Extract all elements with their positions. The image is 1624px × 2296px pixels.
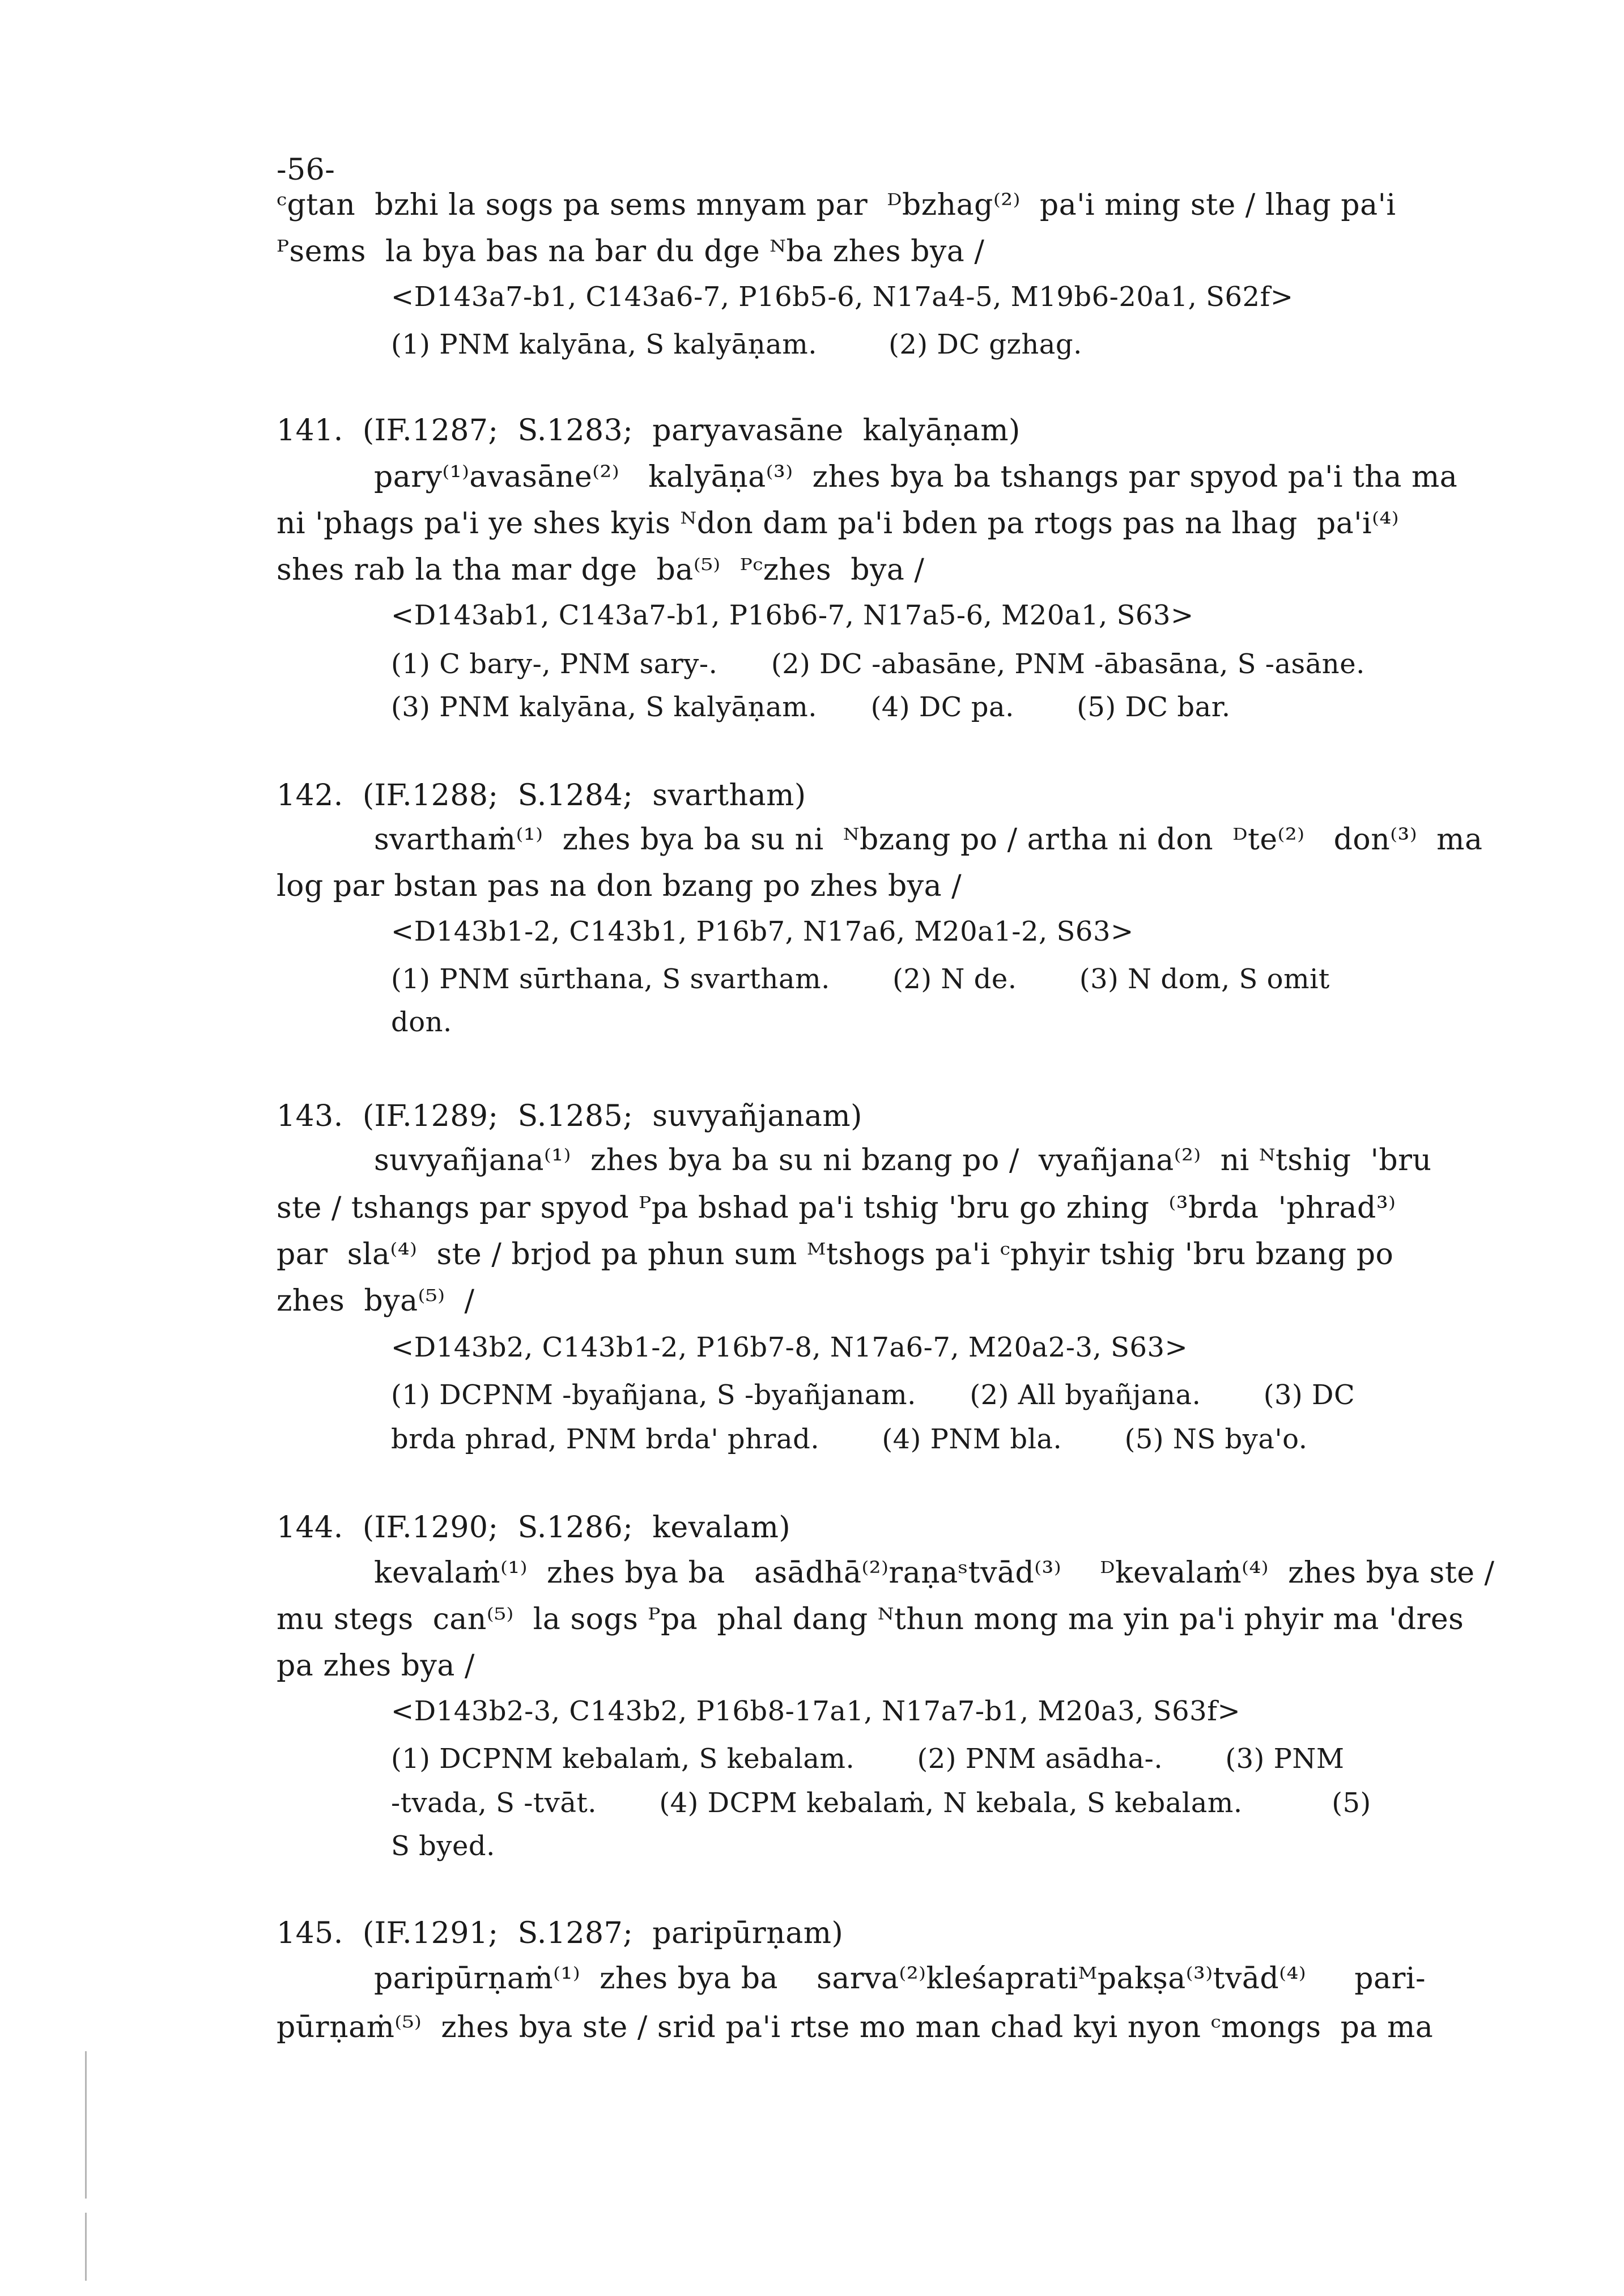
text-line: ste / tshangs par spyod ᴾpa bshad pa'i tshig 'bru go zhing ⁽³brda 'phrad³⁾ <box>277 1191 1396 1225</box>
entry-heading-141: 141. (IF.1287; S.1283; paryavasāne kalyāṇam) <box>277 414 1021 448</box>
text-line: pūrṇaṁ⁽⁵⁾ zhes bya ste / srid pa'i rtse mo man chad kyi nyon ᶜmongs pa ma <box>277 2010 1434 2044</box>
binding-mark <box>85 2051 87 2199</box>
witness-reference: <D143b2-3, C143b2, P16b8-17a1, N17a7-b1, M20a3, S63f> <box>391 1695 1241 1727</box>
footnote-line: (1) PNM kalyāna, S kalyāṇam. (2) DC gzhag. <box>391 329 1082 360</box>
text-line: log par bstan pas na don bzang po zhes bya / <box>277 869 962 903</box>
footnote-line: (1) DCPNM -byañjana, S -byañjanam. (2) All byañjana. (3) DC <box>391 1379 1355 1411</box>
footnote-line: (1) PNM sūrthana, S svartham. (2) N de. (3) N dom, S omit <box>391 963 1330 995</box>
witness-reference: <D143a7-b1, C143a6-7, P16b5-6, N17a4-5, M19b6-20a1, S62f> <box>391 281 1294 313</box>
footnote-line: -tvada, S -tvāt. (4) DCPM kebalaṁ, N kebala, S kebalam. (5) <box>391 1787 1371 1819</box>
entry-heading-143: 143. (IF.1289; S.1285; suvyañjanam) <box>277 1099 862 1133</box>
text-line: suvyañjana⁽¹⁾ zhes bya ba su ni bzang po / vyañjana⁽²⁾ ni ᴺtshig 'bru <box>374 1143 1432 1177</box>
entry-heading-142: 142. (IF.1288; S.1284; svartham) <box>277 779 806 813</box>
text-line: par sla⁽⁴⁾ ste / brjod pa phun sum ᴹtshogs pa'i ᶜphyir tshig 'bru bzang po <box>277 1238 1394 1272</box>
text-line: zhes bya⁽⁵⁾ / <box>277 1284 475 1318</box>
text-line: kevalaṁ⁽¹⁾ zhes bya ba asādhā⁽²⁾raṇaˢtvād⁽³⁾ ᴰkevalaṁ⁽⁴⁾ zhes bya ste / <box>374 1556 1495 1590</box>
text-line: paripūrṇaṁ⁽¹⁾ zhes bya ba sarva⁽²⁾kleśapratiᴹpakṣa⁽³⁾tvād⁽⁴⁾ pari- <box>374 1962 1426 1996</box>
footnote-line: (3) PNM kalyāna, S kalyāṇam. (4) DC pa. (5) DC bar. <box>391 691 1231 723</box>
footnote-line: (1) DCPNM kebalaṁ, S kebalam. (2) PNM asādha-. (3) PNM <box>391 1743 1345 1775</box>
footnote-line: S byed. <box>391 1830 495 1862</box>
entry-heading-145: 145. (IF.1291; S.1287; paripūrṇam) <box>277 1916 844 1950</box>
text-line: ᶜgtan bzhi la sogs pa sems mnyam par ᴰbzhag⁽²⁾ pa'i ming ste / lhag pa'i <box>277 188 1396 222</box>
text-line: pa zhes bya / <box>277 1649 475 1683</box>
footnote-line: brda phrad, PNM brda' phrad. (4) PNM bla. (5) NS bya'o. <box>391 1423 1308 1455</box>
page-number: -56- <box>277 153 335 187</box>
entry-heading-144: 144. (IF.1290; S.1286; kevalam) <box>277 1511 791 1545</box>
binding-mark <box>85 2213 87 2281</box>
witness-reference: <D143b1-2, C143b1, P16b7, N17a6, M20a1-2, S63> <box>391 916 1134 947</box>
text-line: ᴾsems la bya bas na bar du dge ᴺba zhes bya / <box>277 235 985 269</box>
text-line: svarthaṁ⁽¹⁾ zhes bya ba su ni ᴺbzang po / artha ni don ᴰte⁽²⁾ don⁽³⁾ ma <box>374 823 1483 857</box>
footnote-line: (1) C bary-, PNM sary-. (2) DC -abasāne, PNM -ābasāna, S -asāne. <box>391 648 1365 680</box>
text-line: pary⁽¹⁾avasāne⁽²⁾ kalyāṇa⁽³⁾ zhes bya ba tshangs par spyod pa'i tha ma <box>374 460 1458 494</box>
witness-reference: <D143b2, C143b1-2, P16b7-8, N17a6-7, M20a2-3, S63> <box>391 1332 1188 1363</box>
footnote-line: don. <box>391 1006 452 1038</box>
text-line: mu stegs can⁽⁵⁾ la sogs ᴾpa phal dang ᴺthun mong ma yin pa'i phyir ma 'dres <box>277 1602 1464 1636</box>
witness-reference: <D143ab1, C143a7-b1, P16b6-7, N17a5-6, M20a1, S63> <box>391 599 1194 631</box>
text-line: ni 'phags pa'i ye shes kyis ᴺdon dam pa'i bden pa rtogs pas na lhag pa'i⁽⁴⁾ <box>277 507 1400 541</box>
text-line: shes rab la tha mar dge ba⁽⁵⁾ ᴾᶜzhes bya / <box>277 553 925 587</box>
